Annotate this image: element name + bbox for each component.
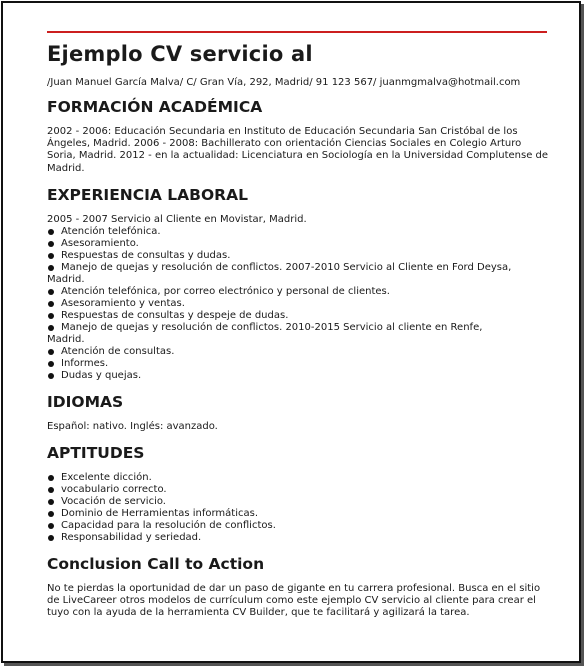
cta-text: No te pierdas la oportunidad de dar un paso de gigante en tu carrera profesional. Busca en el sitio de LiveCareer otros modelos de currículum como este ejemplo CV servicio al cliente para crear el tuyo con la ayuda de la herramienta CV Builder, que te facilitará y agilizará la tarea. xyxy=(47,583,541,619)
wrapped-text: Madrid. xyxy=(47,273,85,285)
section-heading-aptitudes: APTITUDES xyxy=(47,444,145,463)
list-item: Dudas y quejas. xyxy=(47,370,551,382)
section-heading-formacion: FORMACIÓN ACADÉMICA xyxy=(47,98,263,116)
bullet-icon xyxy=(48,301,54,307)
bullet-icon xyxy=(48,499,54,505)
cv-content xyxy=(47,41,551,630)
list-item: Capacidad para la resolución de conflictos. xyxy=(47,520,551,532)
bullet-icon xyxy=(48,511,54,517)
aptitudes-list xyxy=(47,472,551,544)
list-item: Atención telefónica, por correo electrónico y personal de clientes. xyxy=(47,286,551,298)
section-heading-idiomas: IDIOMAS xyxy=(47,392,124,411)
list-item: Asesoramiento y ventas. xyxy=(47,298,551,310)
list-item: Atención telefónica. xyxy=(47,226,551,238)
list-item: Manejo de quejas y resolución de conflictos. 2007-2010 Servicio al Cliente en Ford Deysa, Madrid. xyxy=(47,262,551,286)
formacion-text: 2002 - 2006: Educación Secundaria en Instituto de Educación Secundaria San Cristóbal de los Ángeles, Madrid. 2006 - 2008: Bachillerato con orientación Ciencias Sociales en Colegio Arturo Soria, Madrid. 2012 - en la actualidad: Licenciatura en Sociología en la Universidad Complutense de Madrid. xyxy=(47,126,549,174)
bullet-icon xyxy=(48,523,54,529)
bullet-icon xyxy=(48,289,54,295)
document-title: Ejemplo CV servicio al xyxy=(47,42,313,66)
header-accent-line xyxy=(47,31,547,33)
list-item: Asesoramiento. xyxy=(47,238,551,250)
list-item: Informes. xyxy=(47,358,551,370)
wrapped-text: Madrid. xyxy=(47,333,85,345)
section-heading-experiencia: EXPERIENCIA LABORAL xyxy=(47,185,248,204)
list-item: Dominio de Herramientas informáticas. xyxy=(47,508,551,520)
list-item: Atención de consultas. xyxy=(47,346,551,358)
list-item: Excelente dicción. xyxy=(47,472,551,484)
bullet-icon xyxy=(48,373,54,379)
bullet-icon xyxy=(48,487,54,493)
bullet-icon xyxy=(48,313,54,319)
bullet-icon xyxy=(48,361,54,367)
section-heading-cta: Conclusion Call to Action xyxy=(47,555,265,574)
list-item: Manejo de quejas y resolución de conflictos. 2010-2015 Servicio al cliente en Renfe, Madrid. xyxy=(47,322,551,346)
list-item: Respuestas de consultas y despeje de dudas. xyxy=(47,310,551,322)
document-page xyxy=(1,1,581,663)
experiencia-list xyxy=(47,226,551,382)
list-item: Vocación de servicio. xyxy=(47,496,551,508)
bullet-icon xyxy=(48,325,54,331)
idiomas-text: Español: nativo. Inglés: avanzado. xyxy=(47,420,218,432)
list-item: Responsabilidad y seriedad. xyxy=(47,532,551,544)
bullet-icon xyxy=(48,241,54,247)
contact-info: /Juan Manuel García Malva/ C/ Gran Vía, 292, Madrid/ 91 123 567/ juanmgmalva@hotmail.com xyxy=(47,77,521,88)
bullet-icon xyxy=(48,349,54,355)
experiencia-intro: 2005 - 2007 Servicio al Cliente en Movistar, Madrid. xyxy=(47,213,307,225)
bullet-icon xyxy=(48,265,54,271)
list-item: vocabulario correcto. xyxy=(47,484,551,496)
bullet-icon xyxy=(48,253,54,259)
list-item: Respuestas de consultas y dudas. xyxy=(47,250,551,262)
bullet-icon xyxy=(48,475,54,481)
bullet-icon xyxy=(48,229,54,235)
bullet-icon xyxy=(48,535,54,541)
